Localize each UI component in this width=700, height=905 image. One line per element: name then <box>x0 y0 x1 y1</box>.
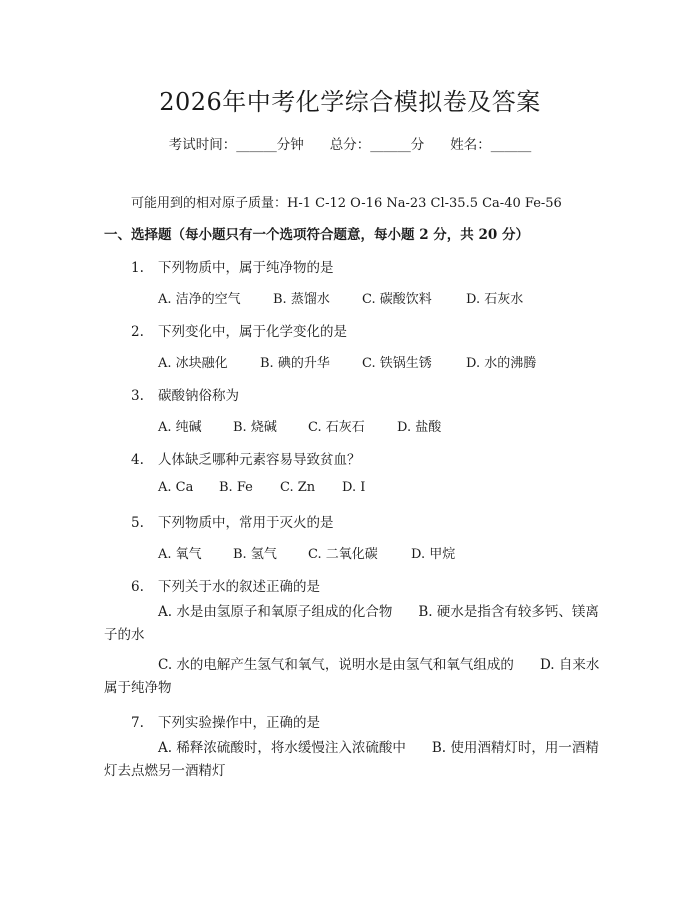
option: D. 自来水属于纯净物 <box>104 657 600 696</box>
section-heading: 一、选择题（每小题只有一个选项符合题意，每小题 2 分，共 20 分） <box>104 227 529 243</box>
question-3-options <box>158 416 441 435</box>
question-stem: 碳酸钠俗称为 <box>158 388 239 404</box>
question-6-options-cd <box>104 654 600 700</box>
question-number: 2. <box>131 324 144 340</box>
option: D. 甲烷 <box>411 547 456 562</box>
question-5 <box>131 511 334 531</box>
option: C. 水的电解产生氢气和氧气，说明水是由氢气和氧气组成的 <box>158 657 514 673</box>
question-1 <box>131 256 334 276</box>
question-3 <box>131 384 239 404</box>
document-title: 2026年中考化学综合模拟卷及答案 <box>159 88 541 116</box>
question-number: 6. <box>131 579 144 595</box>
question-number: 4. <box>131 452 144 468</box>
option: B. Fe <box>219 480 253 495</box>
option: B. 蒸馏水 <box>273 292 330 307</box>
option: A. 纯碱 <box>158 420 202 435</box>
exam-time-field: 考试时间：______分钟 <box>168 137 304 153</box>
option: C. 石灰石 <box>308 420 365 435</box>
question-number: 5. <box>131 515 144 531</box>
option: D. I <box>342 480 366 495</box>
question-1-options <box>158 288 523 307</box>
question-number: 1. <box>131 260 144 276</box>
question-5-options <box>158 543 455 562</box>
option: B. 使用酒精灯时，用一酒精灯去点燃另一酒精灯 <box>104 740 599 779</box>
atomic-masses-note: 可能用到的相对原子质量：H-1 C-12 O-16 Na-23 Cl-35.5 Ca-40 Fe-56 <box>131 196 562 211</box>
question-stem: 下列实验操作中，正确的是 <box>158 715 320 731</box>
question-6-options-ab <box>104 601 600 647</box>
exam-meta <box>0 133 700 153</box>
question-7 <box>131 711 320 731</box>
question-number: 3. <box>131 388 144 404</box>
option: A. 冰块融化 <box>158 356 228 371</box>
question-7-options-ab <box>104 737 600 783</box>
option: A. 洁净的空气 <box>158 292 241 307</box>
question-stem: 人体缺乏哪种元素容易导致贫血？ <box>158 452 361 468</box>
option: B. 氢气 <box>233 547 277 562</box>
option: C. 碳酸饮料 <box>362 292 432 307</box>
option: C. Zn <box>280 480 316 495</box>
question-stem: 下列关于水的叙述正确的是 <box>158 579 320 595</box>
option: C. 铁锅生锈 <box>362 356 432 371</box>
option: B. 硬水是指含有较多钙、镁离子的水 <box>104 604 599 643</box>
option: A. 氧气 <box>158 547 202 562</box>
question-number: 7. <box>131 715 144 731</box>
question-4 <box>131 448 361 468</box>
total-score-field: 总分：______分 <box>329 137 425 153</box>
question-2-options <box>158 352 536 371</box>
student-name-field: 姓名：______ <box>450 137 532 153</box>
option: D. 盐酸 <box>397 420 442 435</box>
question-stem: 下列物质中，常用于灭火的是 <box>158 515 334 531</box>
option: A. 稀释浓硫酸时，将水缓慢注入浓硫酸中 <box>158 740 406 756</box>
question-6 <box>131 575 320 595</box>
question-2 <box>131 320 347 340</box>
option: C. 二氧化碳 <box>308 547 378 562</box>
question-stem: 下列物质中，属于纯净物的是 <box>158 260 334 276</box>
question-stem: 下列变化中，属于化学变化的是 <box>158 324 347 340</box>
option: B. 碘的升华 <box>260 356 330 371</box>
option: B. 烧碱 <box>233 420 277 435</box>
option: D. 水的沸腾 <box>466 356 537 371</box>
option: A. 水是由氢原子和氧原子组成的化合物 <box>158 604 393 620</box>
option: D. 石灰水 <box>466 292 524 307</box>
question-4-options <box>158 480 365 495</box>
option: A. Ca <box>158 480 194 495</box>
